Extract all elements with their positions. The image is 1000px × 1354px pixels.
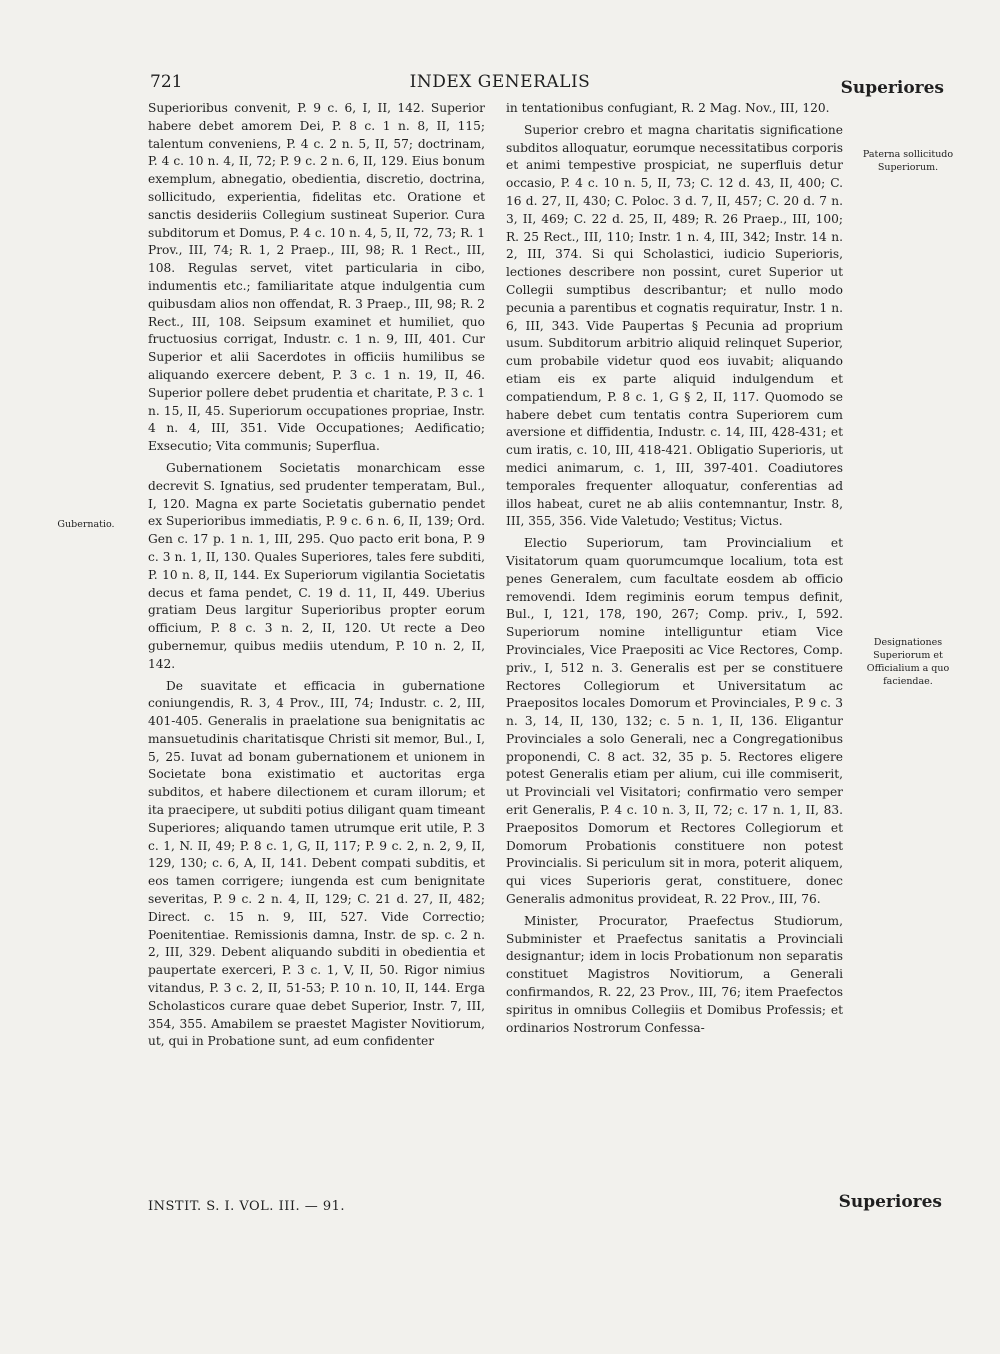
margin-note-paterna: Paterna sollicitudo Superiorum.: [862, 149, 954, 173]
paragraph: Electio Superiorum, tam Provincialium et Visitatorum quam quorumcumque localium, tota est penes Generalem, cum facultate eosdem ab officio removendi. Idem regiminis eorum tempus definit, Bul., I, 121, 178, 190, 267; Comp. priv., I, 592. Superiorum nomine intelliguntur etiam Vice Provinciales, Vice Praepositi ac Vice Rectores, Comp. priv., I, 512 n. 3. Generalis est per se constituere Rectores Collegiorum et Universitatum ac Praepositos locales Domorum et Provinciales, P. 9 c. 3 n. 3, 14, II, 130, 132; c. 5 n. 1, II, 136. Eligantur Provinciales a solo Generali, nec a Congregationibus proponendi, C. 8 act. 32, 35 p. 5. Rectores eligere potest Generalis etiam per alium, cui ille commiserit, ut Provinciali vel Visitatori; confirmatio vero semper erit Generalis, P. 4 c. 10 n. 3, II, 72; c. 17 n. 1, II, 83. Praepositos Domorum et Rectores Collegiorum et Domorum Probationis constituere non potest Provincialis. Si periculum sit in mora, poterit aliquem, qui vices Superioris gerat, constituere, donec Generalis admonitus provideat, R. 22 Prov., III, 76.: [506, 536, 843, 907]
left-column: [148, 100, 485, 1051]
paragraph: Gubernationem Societatis monarchicam esse decrevit S. Ignatius, sed prudenter temperatam, Bul., I, 120. Magna ex parte Societatis gubernatio pendet ex Superioribus immediatis, P. 9 c. 6 n. 6, II, 139; Ord. Gen c. 17 p. 1 n. 1, III, 295. Quo pacto erit bona, P. 9 c. 3 n. 1, II, 130. Quales Superiores, tales fere subditi, P. 10 n. 8, II, 144. Ex Superiorum vigilantia Societatis decus et fama pendet, C. 19 d. 11, II, 449. Uberius gratiam Deus largitur Superioribus propter eorum officium, P. 8 c. 3 n. 2, II, 120. Ut recte a Deo gubernemur, quibus mediis utendum, P. 10 n. 2, II, 142.: [148, 460, 485, 671]
paragraph: in tentationibus confugiant, R. 2 Mag. Nov., III, 120.: [506, 101, 830, 115]
paragraph: Superioribus convenit, P. 9 c. 6, I, II, 142. Superior habere debet amorem Dei, P. 8 c. 1 n. 8, II, 115; talentum conveniens, P. 4 c. 2 n. 5, II, 57; doctrinam, P. 4 c. 10 n. 4, II, 72; P. 9 c. 2 n. 6, II, 129. Eius bonum exemplum, abnegatio, obedientia, discretio, doctrina, sollicitudo, experientia, fidelitas etc. Oratione et sanctis desideriis Collegium sustineat Superior. Cura subditorum et Domus, P. 4 c. 10 n. 4, 5, II, 72, 73; R. 1 Prov., III, 74; R. 1, 2 Praep., III, 98; R. 1 Rect., III, 108. Regulas servet, vitet particularia in cibo, indumentis etc.; familiaritate atque indulgentia cum quibusdam alios non offendat, R. 3 Praep., III, 98; R. 2 Rect., III, 108. Seipsum examinet et humiliet, quo fructuosius corrigat, Industr. c. 1 n. 9, III, 401. Cur Superior et alii Sacerdotes in officiis humilibus se aliquando exercere debent, P. 3 c. 1 n. 19, II, 46. Superior pollere debet prudentia et charitate, P. 3 c. 1 n. 15, II, 45. Superiorum occupationes propriae, Instr. 4 n. 4, III, 351. Vide Occupationes; Aedificatio; Exsecutio; Vita communis; Superflua.: [148, 101, 486, 454]
margin-note-gubernatio: Gubernatio.: [57, 519, 115, 530]
page-number: 721: [150, 72, 183, 92]
footer-signature: INSTIT. S. I. VOL. III. — 91.: [148, 1199, 346, 1214]
footer-catchword: Superiores: [838, 1192, 942, 1212]
paragraph: De suavitate et efficacia in gubernatione coniungendis, R. 3, 4 Prov., III, 74; Industr. c. 2, III, 401-405. Generalis in praelatione sua benignitatis ac mansuetudinis charitatisque Christi sit memor, Bul., I, 5, 25. Iuvat ad bonam gubernationem et unionem in Societate bona existimatio et auctoritas erga subditos, et habere dilectionem et curam illorum; et ita praecipere, ut subditi potius diligant quam timeant Superiores; aliquando tamen utrumque erit utile, P. 3 c. 1, N. II, 49; P. 8 c. 1, G, II, 117; P. 9 c. 2, n. 2, 9, II, 129, 130; c. 6, A, II, 141. Debent compati subditis, et eos tamen corrigere; iungenda est cum benignitate severitas, P. 9 c. 2 n. 4, II, 129; C. 21 d. 27, II, 482; Direct. c. 15 n. 9, III, 527. Vide Correctio; Poenitentiae. Remissionis damna, Instr. de sp. c. 2 n. 2, III, 329. Debent aliquando subditi in obedientia et paupertate exerceri, P. 3 c. 1, V, II, 50. Rigor nimius vitandus, P. 3 c. 2, II, 51-53; P. 10 n. 10, II, 144. Erga Scholasticos curare quae debet Superior, Instr. 7, III, 354, 355. Amabilem se praestet Magister Novitiorum, ut, qui in Probatione sunt, ad eum confidenter: [148, 678, 485, 1049]
running-title: INDEX GENERALIS: [409, 72, 591, 92]
paragraph: Superior crebro et magna charitatis significatione subditos alloquatur, eorumque necessitatibus corporis et animi tempestive prospiciat, ne superfluis detur occasio, P. 4 c. 10 n. 5, II, 73; C. 12 d. 43, II, 400; C. 16 d. 27, II, 430; C. Poloc. 3 d. 7, II, 457; C. 20 d. 7 n. 3, II, 469; C. 22 d. 25, II, 489; R. 26 Praep., III, 100; R. 25 Rect., III, 110; Instr. 1 n. 4, III, 342; Instr. 14 n. 2, III, 374. Si qui Scholastici, iudicio Superioris, lectiones describere non possint, curet Superior ut Collegii sumptibus describantur; et nullo modo pecunia a parentibus et cognatis requiratur, Instr. 1 n. 6, III, 343. Vide Paupertas § Pecunia ad proprium usum. Subditorum arbitrio aliquid relinquet Superior, cum probabile videtur quod eos iuvabit; aliquando etiam eis ex parte aliquid indulgendum et compatiendum, P. 8 c. 1, G § 2, II, 117. Quomodo se habere debet cum tentatis contra Superiorem cum aversione et diffidentia, Industr. c. 14, III, 428-431; et cum iratis, c. 10, III, 418-421. Obligatio Superioris, ut medici animarum, c. 1, III, 397-401. Coadiutores temporales frequenter alloquatur, conferentias ad illos habeat, curet ne ab aliis contemnantur, Instr. 8, III, 355, 356. Vide Valetudo; Vestitus; Victus.: [506, 122, 843, 529]
right-column: [506, 100, 843, 1037]
section-heading: Superiores: [840, 78, 944, 98]
margin-note-designationes: Designationes Superiorum et Officialium a quo faciendae.: [866, 637, 950, 687]
paragraph: Minister, Procurator, Praefectus Studiorum, Subminister et Praefectus sanitatis a Provinciali designantur; idem in locis Probationum non separatis constituet Magistros Novitiorum, a Generali confirmandos, R. 22, 23 Prov., III, 76; item Praefectos spiritus in omnibus Collegiis et Domibus Professis; et ordinarios Nostrorum Confessa-: [506, 913, 843, 1035]
